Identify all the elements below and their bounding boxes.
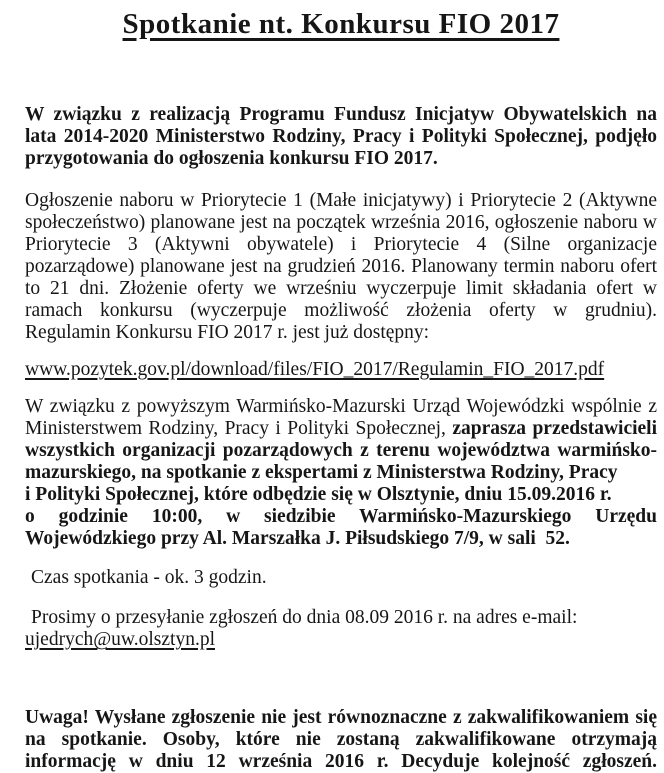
intro-paragraph: W związku z realizacją Programu Fundusz Inicjatyw Obywatelskich na lata 2014-2020 Ministerstwo Rodziny, Pracy i Polityki Społecznej, podjęło przygotowania do ogłoszenia konkursu FIO 2017. — [25, 104, 657, 169]
regulations-link[interactable]: www.pozytek.gov.pl/download/files/FIO_2017/Regulamin_FIO_2017.pdf — [25, 359, 605, 380]
submission-note-text: Prosimy o przesyłanie zgłoszeń do dnia 08.09 2016 r. na adres e-mail: — [31, 607, 578, 628]
contact-email[interactable]: ujedrych@uw.olsztyn.pl — [25, 629, 215, 650]
document-title — [25, 6, 657, 42]
invitation-paragraph — [25, 396, 657, 550]
document-title-text: Spotkanie nt. Konkursu FIO 2017 — [122, 8, 560, 40]
invitation-bold-part3: o godzinie 10:00, w siedzibie Warmińsko-Mazurskiego Urzędu Wojewódzkiego przy Al. Marszałka J. Piłsudskiego 7/9, w sali 52. — [25, 506, 657, 549]
invitation-bold-part2: i Polityki Społecznej, które odbędzie się w Olsztynie, dniu 15.09.2016 r. — [25, 484, 612, 505]
regulations-link-line — [25, 359, 657, 381]
invitation-bold-part1: zaprasza przedstawicieli wszystkich organizacji pozarządowych z terenu województwa warmińsko-mazurskiego, na spotkanie z ekspertami z Ministerstwa Rodziny, Pracy — [25, 418, 658, 483]
duration-note: Czas spotkania - ok. 3 godzin. — [31, 567, 267, 588]
submission-note — [25, 607, 657, 651]
warning-paragraph: Uwaga! Wysłane zgłoszenie nie jest równoznaczne z zakwalifikowaniem się na spotkanie. Osoby, które nie zostaną zakwalifikowane otrzymają informację w dniu 12 września 2016 r. Decyduje kolejność zgłoszeń. — [25, 707, 657, 772]
announcement-paragraph: Ogłoszenie naboru w Priorytecie 1 (Małe inicjatywy) i Priorytecie 2 (Aktywne społeczeństwo) planowane jest na początek września 2016, ogłoszenie naboru w Priorytecie 3 (Aktywni obywatele) i Priorytecie 4 (Silne organizacje pozarządowe) planowane jest na grudzień 2016. Planowany termin naboru ofert to 21 dni. Złożenie oferty we wrześniu wyczerpuje limit składania ofert w ramach konkursu (wyczerpuje możliwość złożenia oferty w grudniu). Regulamin Konkursu FIO 2017 r. jest już dostępny: — [25, 190, 657, 343]
invitation-regular-lead: W związku z powyższym Warmińsko-Mazurski Urząd Wojewódzki wspólnie z Ministerstwem Rodziny, Pracy i Polityki Społecznej, — [25, 396, 657, 439]
